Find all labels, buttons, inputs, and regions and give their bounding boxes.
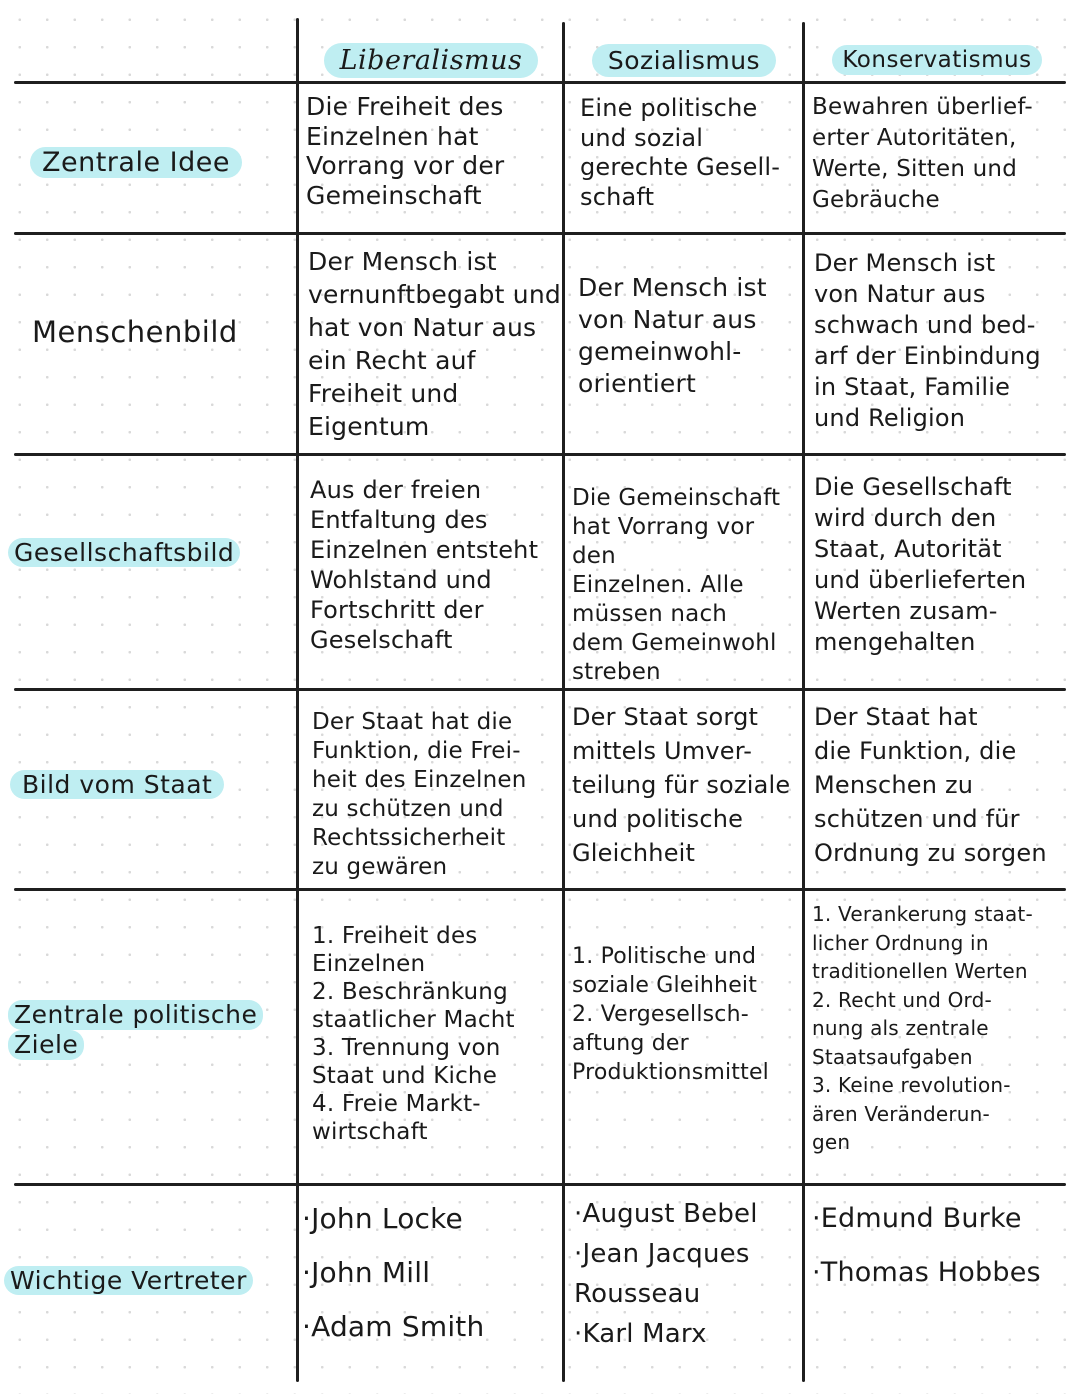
row-label-bild-vom-staat-text: Bild vom Staat xyxy=(10,770,224,799)
cell-zentrale-idee-konservatismus: Bewahren überlief- erter Autoritäten, Werte, Sitten und Gebräuche xyxy=(812,94,1033,213)
cell-menschenbild-liberalismus: Der Mensch ist vernunftbegabt und hat von Natur aus ein Recht auf Freiheit und Eigentum xyxy=(308,247,561,441)
cell-bild-vom-staat-liberalismus: Der Staat hat die Funktion, die Frei- heit des Einzelnen zu schützen und Rechtssicherheit zu gewären xyxy=(312,709,527,880)
header-sozialismus-label: Sozialismus xyxy=(592,44,776,77)
header-konservatismus-label: Konservatismus xyxy=(832,45,1041,75)
cell-gesellschaftsbild-liberalismus: Aus der freien Entfaltung des Einzelnen entsteht Wohlstand und Fortschritt der Geselschaft xyxy=(310,476,539,654)
table-line-top xyxy=(14,81,1066,84)
row-label-vertreter xyxy=(4,1258,292,1302)
cell-zentrale-idee-liberalismus: Die Freiheit des Einzelnen hat Vorrang vor der Gemeinschaft xyxy=(306,92,505,210)
table-line-row5 xyxy=(14,1183,1066,1186)
cell-vertreter-sozialismus: ·August Bebel ·Jean Jacques Rousseau ·Karl Marx xyxy=(574,1199,758,1349)
cell-bild-vom-staat-sozialismus: Der Staat sorgt mittels Umver- teilung für soziale und politische Gleichheit xyxy=(572,703,791,867)
cell-menschenbild-konservatismus: Der Mensch ist von Natur aus schwach und bed- arf der Einbindung in Staat, Familie und Religion xyxy=(814,249,1041,432)
table-line-row2 xyxy=(14,453,1066,456)
row-label-menschenbild-text: Menschenbild xyxy=(32,315,238,349)
cell-zentrale-ziele-sozialismus: 1. Politische und soziale Gleihheit 2. Vergesellsch- aftung der Produktionsmittel xyxy=(572,944,769,1085)
row-label-zentrale-idee xyxy=(30,140,318,184)
table-line-col1 xyxy=(296,18,299,1382)
cell-bild-vom-staat-konservatismus: Der Staat hat die Funktion, die Menschen zu schützen und für Ordnung zu sorgen xyxy=(814,703,1047,867)
row-label-zentrale-ziele-line1: Zentrale politische xyxy=(8,1000,263,1030)
header-konservatismus xyxy=(806,40,1068,80)
table-line-row4 xyxy=(14,888,1066,891)
cell-zentrale-ziele-liberalismus: 1. Freiheit des Einzelnen 2. Beschränkung staatlicher Macht 3. Trennung von Staat und Kiche 4. Freie Markt- wirtschaft xyxy=(312,923,515,1145)
row-label-zentrale-ziele xyxy=(8,995,296,1065)
row-label-gesellschaftsbild-text: Gesellschaftsbild xyxy=(8,538,240,567)
cell-vertreter-konservatismus: ·Edmund Burke ·Thomas Hobbes xyxy=(812,1203,1041,1288)
header-sozialismus xyxy=(566,40,802,80)
cell-gesellschaftsbild-konservatismus: Die Gesellschaft wird durch den Staat, Autorität und überlieferten Werten zusam- mengehalten xyxy=(814,473,1027,656)
cell-zentrale-ziele-konservatismus: 1. Verankerung staat- licher Ordnung in traditionellen Werten 2. Recht und Ord- nung als zentrale Staatsaufgaben 3. Keine revolution- ären Veränderun- gen xyxy=(812,902,1033,1154)
row-label-menschenbild xyxy=(20,310,308,354)
cell-zentrale-idee-sozialismus: Eine politische und sozial gerechte Gesell- schaft xyxy=(580,94,781,211)
table-line-row3 xyxy=(14,688,1066,691)
row-label-vertreter-text: Wichtige Vertreter xyxy=(4,1266,253,1295)
header-liberalismus-label: Liberalismus xyxy=(324,43,539,78)
table-line-row1 xyxy=(14,232,1066,235)
cell-gesellschaftsbild-sozialismus: Die Gemeinschaft hat Vorrang vor den Einzelnen. Alle müssen nach dem Gemeinwohl streben xyxy=(572,485,781,684)
row-label-gesellschaftsbild xyxy=(8,530,296,574)
cell-vertreter-liberalismus: ·John Locke ·John Mill ·Adam Smith xyxy=(302,1202,485,1343)
cell-menschenbild-sozialismus: Der Mensch ist von Natur aus gemeinwohl- orientiert xyxy=(578,273,767,398)
row-label-bild-vom-staat xyxy=(10,762,298,806)
row-label-zentrale-ziele-line2: Ziele xyxy=(8,1030,84,1060)
header-liberalismus xyxy=(300,40,562,80)
row-label-zentrale-idee-text: Zentrale Idee xyxy=(30,147,242,178)
